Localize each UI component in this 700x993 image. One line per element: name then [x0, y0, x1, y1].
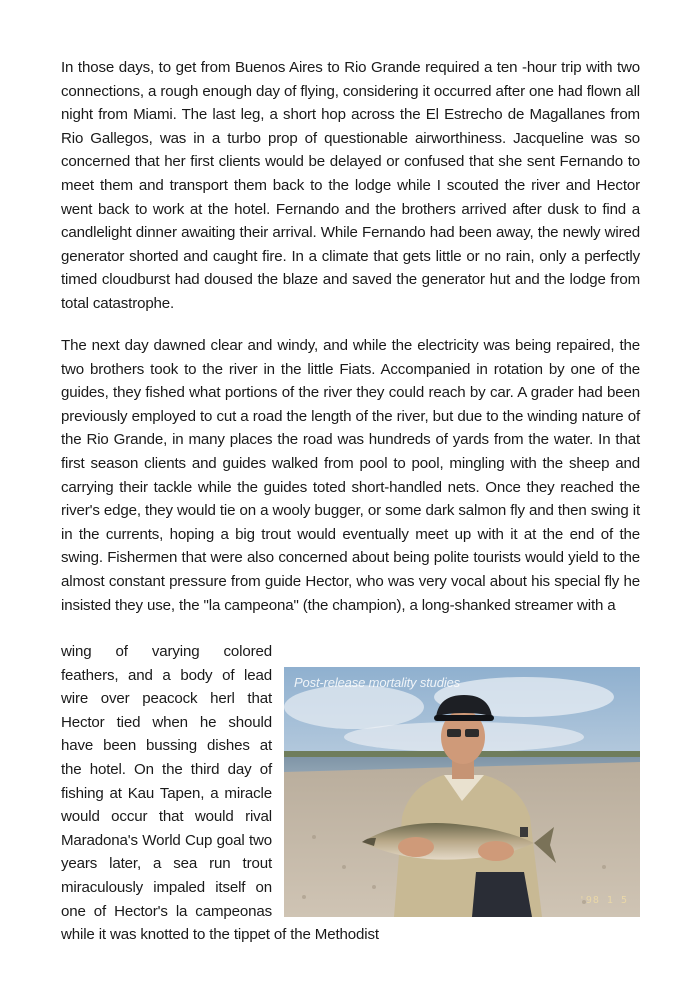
photo-image: [284, 667, 640, 917]
photo-date-stamp: '98 1 5: [578, 895, 628, 907]
fisherman-photo: [284, 667, 640, 917]
paragraph-first-day: The next day dawned clear and windy, and while the electricity was being repaired, the two brothers took to the river in the little Fiats. Accompanied in rotation by one of the guides, they fished what portions of the river they could reach by car. A grader had been previously employed to cut a road the length of the river, but due to the winding nature of the Rio Grande, in many places the road was hundreds of yards from the water. In that first season clients and guides walked from pool to pool, mingling with the sheep and carrying their tackle while the guides toted short-handled nets. Once they reached the river's edge, they would tie on a wooly bugger, or some dark salmon fly and then swing it in the currents, hoping a big trout would eventually meet up with it at the end of the swing. Fishermen that were also concerned about being polite tourists would yield to the almost constant pressure from guide Hector, who was very vocal about his special fly he insisted they use, the "la campeona" (the champion), a long-shanked streamer with a: [61, 337, 640, 614]
photo-caption: Post-release mortality studies: [294, 675, 461, 690]
paragraph-travel: In those days, to get from Buenos Aires to Rio Grande required a ten -hour trip with two connections, a rough enough day of flying, considering it occurred after one had flown all night from Miami. The last leg, a short hop across the El Estrecho de Magallanes from Rio Gallegos, was in a turbo prop of questionable airworthiness. Jacqueline was so concerned that her first clients would be delayed or confused that she sent Fernando to meet them and transport them back to the lodge while I scouted the river and Hector went back to work at the hotel. Fernando and the brothers arrived after dusk to find a candlelight dinner awaiting their arrival. While Fernando had been away, the newly wired generator shorted and caught fire. In a climate that gets little or no rain, only a perfectly timed cloudburst had doused the blaze and saved the generator hut and the lodge from total catastrophe.: [61, 59, 640, 312]
paragraph-miracle-block: [61, 640, 640, 947]
paragraph-miracle: wing of varying colored feathers, and a body of lead wire over peacock herl that Hector tied when he should have been bussing dishes at the hotel. On the third day of fishing at Kau Tapen, a miracle would occur that would rival Maradona's World Cup goal two years later, a sea run trout miraculously impaled itself on one of Hector's la campeonas while it was knotted to the tippet of the Methodist: [61, 643, 379, 944]
